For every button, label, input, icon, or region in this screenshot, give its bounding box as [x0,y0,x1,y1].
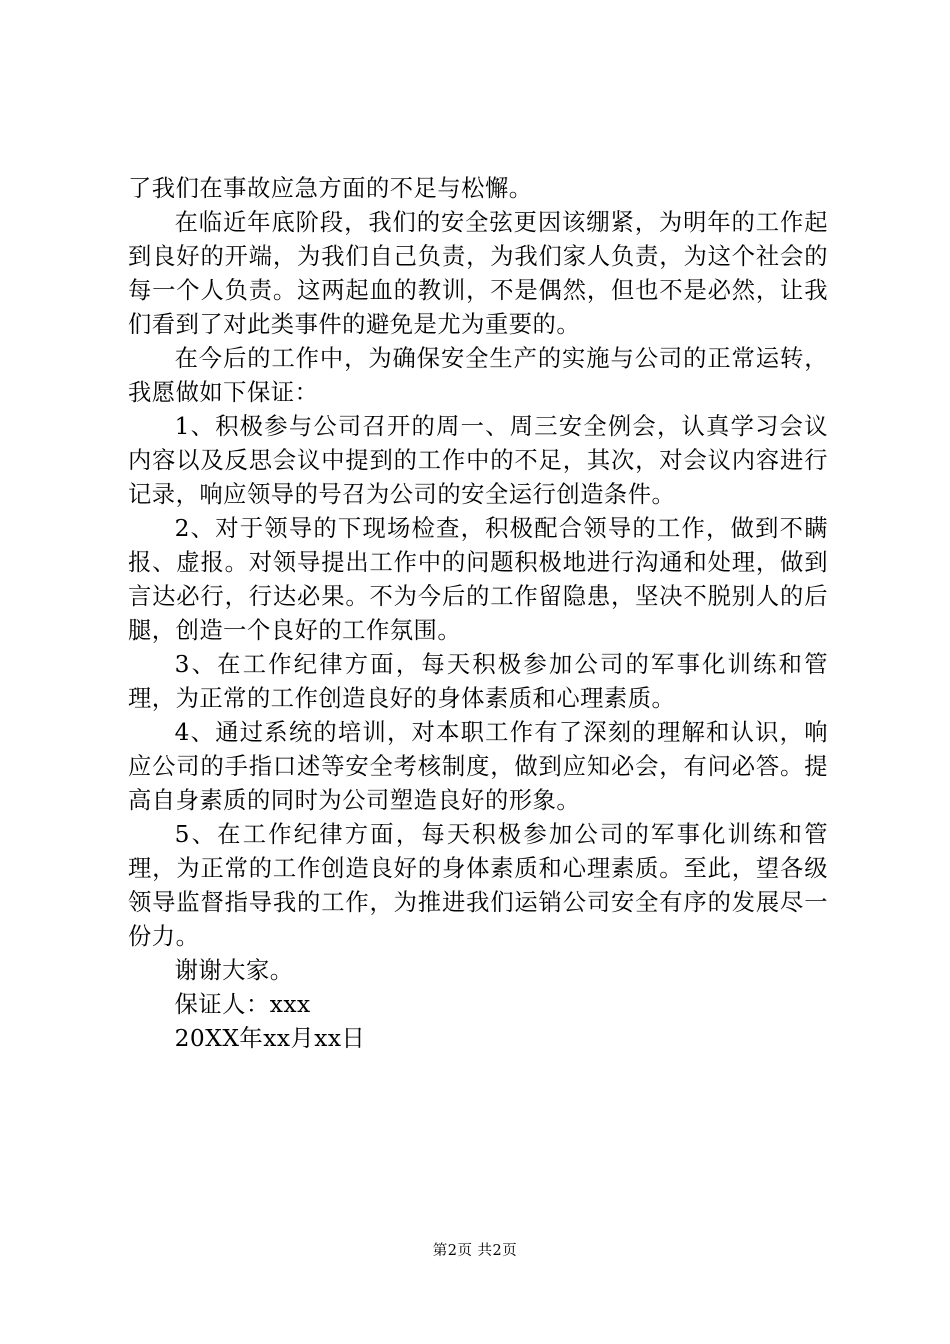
pledge-item-5: 5、在工作纪律方面，每天积极参加公司的军事化训练和管理，为正常的工作创造良好的身体素质和心理素质。至此，望各级领导监督指导我的工作，为推进我们运销公司安全有序的发展尽一份力。 [128,821,828,950]
guarantor-line: 保证人：xxx [174,991,311,1018]
paragraph-pledge-lead: 在今后的工作中，为确保安全生产的实施与公司的正常运转，我愿做如下保证： [128,345,828,406]
document-body [128,172,828,1056]
page-footer [0,1241,950,1261]
thanks-line: 谢谢大家。 [174,957,294,984]
pledge-item-2: 2、对于领导的下现场检查，积极配合领导的工作，做到不瞒报、虚报。对领导提出工作中的问题积极地进行沟通和处理，做到言达必行，行达必果。不为今后的工作留隐患，坚决不脱别人的后腿，创造一个良好的工作氛围。 [128,515,828,644]
pledge-item-3: 3、在工作纪律方面，每天积极参加公司的军事化训练和管理，为正常的工作创造良好的身体素质和心理素质。 [128,651,828,712]
paragraph-continuation: 了我们在事故应急方面的不足与松懈。 [128,175,533,202]
date-line: 20XX年xx月xx日 [174,1025,366,1052]
pledge-item-4: 4、通过系统的培训，对本职工作有了深刻的理解和认识，响应公司的手指口述等安全考核制度，做到应知必会，有问必答。提高自身素质的同时为公司塑造良好的形象。 [128,719,828,814]
paragraph-intro: 在临近年底阶段，我们的安全弦更因该绷紧，为明年的工作起到良好的开端，为我们自己负责，为我们家人负责，为这个社会的每一个人负责。这两起血的教训，不是偶然，但也不是必然，让我们看到了对此类事件的避免是尤为重要的。 [128,209,828,338]
page-number: 第2页 共2页 [432,1243,518,1259]
pledge-item-1: 1、积极参与公司召开的周一、周三安全例会，认真学习会议内容以及反思会议中提到的工作中的不足，其次，对会议内容进行记录，响应领导的号召为公司的安全运行创造条件。 [128,413,828,508]
